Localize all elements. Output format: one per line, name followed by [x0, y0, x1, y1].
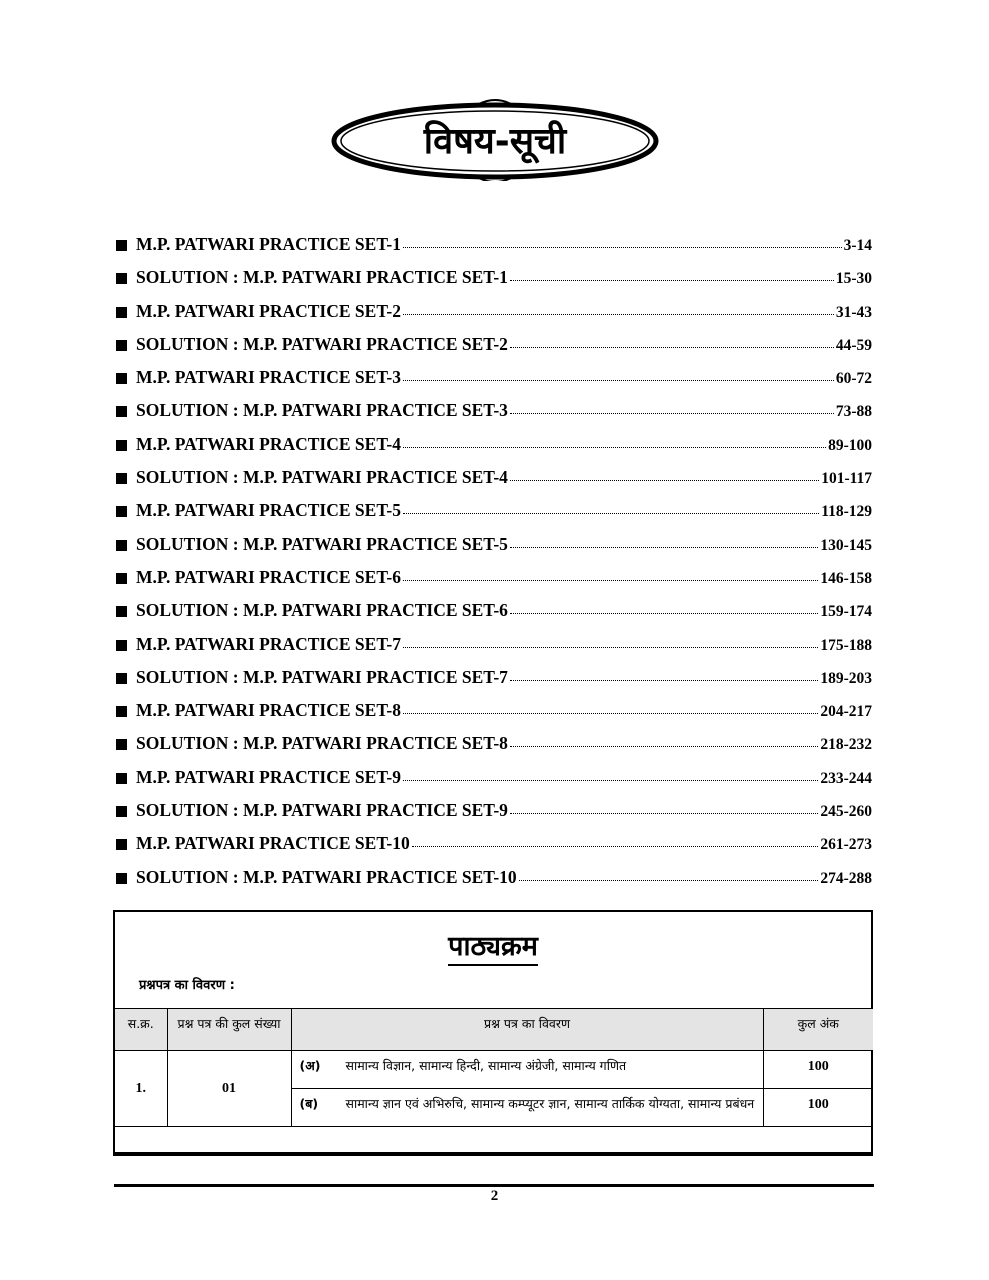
toc-item [116, 400, 872, 433]
toc-pages: 274-288 [820, 869, 872, 887]
dot-leader [403, 247, 842, 248]
dot-leader [403, 380, 834, 381]
toc-label: M.P. PATWARI PRACTICE SET-9 [136, 766, 401, 787]
square-bullet-icon [116, 773, 127, 784]
square-bullet-icon [116, 406, 127, 417]
header-marks: कुल अंक [763, 1009, 873, 1051]
cell-serial: 1. [115, 1051, 167, 1127]
toc-label: SOLUTION : M.P. PATWARI PRACTICE SET-1 [136, 267, 508, 288]
toc-item [116, 767, 872, 800]
syllabus-title-text: पाठ्यक्रम [448, 931, 538, 966]
toc-pages: 73-88 [835, 403, 872, 421]
toc-item [116, 500, 872, 533]
dot-leader [519, 880, 819, 881]
dot-leader [510, 547, 818, 548]
dot-leader [403, 314, 834, 315]
title-banner [329, 97, 661, 181]
page-title: विषय-सूची [423, 120, 567, 162]
toc-label: M.P. PATWARI PRACTICE SET-4 [136, 433, 401, 454]
dot-leader [510, 480, 819, 481]
footer-divider [114, 1184, 874, 1187]
toc-item [116, 534, 872, 567]
toc-item [116, 467, 872, 500]
toc-label: SOLUTION : M.P. PATWARI PRACTICE SET-9 [136, 800, 508, 821]
dot-leader [510, 680, 818, 681]
toc-item [116, 301, 872, 334]
toc-pages: 3-14 [843, 237, 872, 254]
square-bullet-icon [116, 506, 127, 517]
square-bullet-icon [116, 240, 127, 251]
dot-leader [403, 447, 826, 448]
toc-label: M.P. PATWARI PRACTICE SET-3 [136, 367, 401, 388]
dot-leader [510, 347, 834, 348]
toc-item [116, 334, 872, 367]
toc-item [116, 567, 872, 600]
syllabus-table [115, 1008, 873, 1127]
cell-details [291, 1051, 763, 1089]
dot-leader [510, 280, 834, 281]
toc-item [116, 833, 872, 866]
dot-leader [403, 647, 818, 648]
toc-pages: 218-232 [820, 736, 872, 754]
cell-marks: 100 [763, 1051, 873, 1089]
square-bullet-icon [116, 340, 127, 351]
toc-pages: 44-59 [835, 336, 872, 354]
toc-label: M.P. PATWARI PRACTICE SET-6 [136, 566, 401, 587]
square-bullet-icon [116, 473, 127, 484]
cell-details [291, 1089, 763, 1127]
toc-item [116, 667, 872, 700]
toc-pages: 146-158 [820, 569, 872, 587]
dot-leader [510, 746, 818, 747]
toc-item [116, 700, 872, 733]
square-bullet-icon [116, 806, 127, 817]
toc-label: M.P. PATWARI PRACTICE SET-1 [136, 234, 401, 254]
toc-item [116, 367, 872, 400]
dot-leader [510, 813, 818, 814]
part-label: (अ) [299, 1058, 321, 1073]
toc-item [116, 600, 872, 633]
dot-leader [510, 413, 834, 414]
square-bullet-icon [116, 373, 127, 384]
toc-label: M.P. PATWARI PRACTICE SET-7 [136, 633, 401, 654]
toc-item [116, 267, 872, 300]
square-bullet-icon [116, 839, 127, 850]
toc-pages: 15-30 [835, 270, 872, 288]
table-header-row [115, 1009, 873, 1051]
toc-label: SOLUTION : M.P. PATWARI PRACTICE SET-5 [136, 533, 508, 554]
part-text: सामान्य ज्ञान एवं अभिरुचि, सामान्य कम्प्यूटर ज्ञान, सामान्य तार्किक योग्यता, सामान्य प्रबंधन [345, 1096, 755, 1111]
table-of-contents [116, 234, 872, 900]
toc-pages: 118-129 [821, 503, 872, 521]
toc-pages: 101-117 [821, 470, 872, 488]
toc-label: SOLUTION : M.P. PATWARI PRACTICE SET-7 [136, 666, 508, 687]
toc-label: SOLUTION : M.P. PATWARI PRACTICE SET-2 [136, 333, 508, 354]
dot-leader [403, 580, 818, 581]
header-details: प्रश्न पत्र का विवरण [291, 1009, 763, 1051]
toc-pages: 204-217 [820, 703, 872, 721]
header-count: प्रश्न पत्र की कुल संख्या [167, 1009, 291, 1051]
toc-label: M.P. PATWARI PRACTICE SET-5 [136, 500, 401, 521]
toc-label: SOLUTION : M.P. PATWARI PRACTICE SET-8 [136, 733, 508, 754]
toc-pages: 31-43 [835, 303, 872, 321]
square-bullet-icon [116, 873, 127, 884]
toc-pages: 245-260 [820, 803, 872, 821]
page-number: 2 [490, 1188, 499, 1204]
toc-label: SOLUTION : M.P. PATWARI PRACTICE SET-6 [136, 600, 508, 621]
toc-pages: 233-244 [820, 769, 872, 787]
toc-label: SOLUTION : M.P. PATWARI PRACTICE SET-3 [136, 400, 508, 421]
syllabus-box [113, 910, 873, 1156]
dot-leader [403, 513, 819, 514]
toc-item [116, 634, 872, 667]
cell-marks: 100 [763, 1089, 873, 1127]
dot-leader [403, 780, 818, 781]
toc-pages: 89-100 [828, 436, 872, 454]
square-bullet-icon [116, 739, 127, 750]
toc-item [116, 800, 872, 833]
table-row [115, 1051, 873, 1089]
dot-leader [510, 613, 818, 614]
toc-item [116, 733, 872, 766]
dot-leader [412, 846, 819, 847]
toc-pages: 130-145 [820, 536, 872, 554]
toc-pages: 261-273 [820, 836, 872, 854]
syllabus-title [115, 926, 871, 963]
toc-pages: 189-203 [820, 669, 872, 687]
square-bullet-icon [116, 673, 127, 684]
dot-leader [403, 713, 818, 714]
part-label: (ब) [299, 1096, 319, 1111]
header-serial: स.क्र. [115, 1009, 167, 1051]
square-bullet-icon [116, 573, 127, 584]
toc-pages: 159-174 [820, 603, 872, 621]
square-bullet-icon [116, 307, 127, 318]
toc-label: M.P. PATWARI PRACTICE SET-2 [136, 300, 401, 321]
square-bullet-icon [116, 606, 127, 617]
square-bullet-icon [116, 273, 127, 284]
square-bullet-icon [116, 706, 127, 717]
part-text: सामान्य विज्ञान, सामान्य हिन्दी, सामान्य अंग्रेजी, सामान्य गणित [345, 1058, 627, 1073]
cell-count: 01 [167, 1051, 291, 1127]
toc-label: SOLUTION : M.P. PATWARI PRACTICE SET-4 [136, 467, 508, 488]
toc-label: SOLUTION : M.P. PATWARI PRACTICE SET-10 [136, 866, 517, 887]
toc-pages: 175-188 [820, 636, 872, 654]
toc-item [116, 234, 872, 267]
toc-item [116, 867, 872, 900]
square-bullet-icon [116, 640, 127, 651]
toc-label: M.P. PATWARI PRACTICE SET-10 [136, 833, 410, 854]
square-bullet-icon [116, 440, 127, 451]
syllabus-subtitle: प्रश्नपत्र का विवरण : [139, 978, 235, 993]
square-bullet-icon [116, 540, 127, 551]
toc-label: M.P. PATWARI PRACTICE SET-8 [136, 700, 401, 721]
toc-pages: 60-72 [835, 370, 872, 388]
toc-item [116, 434, 872, 467]
